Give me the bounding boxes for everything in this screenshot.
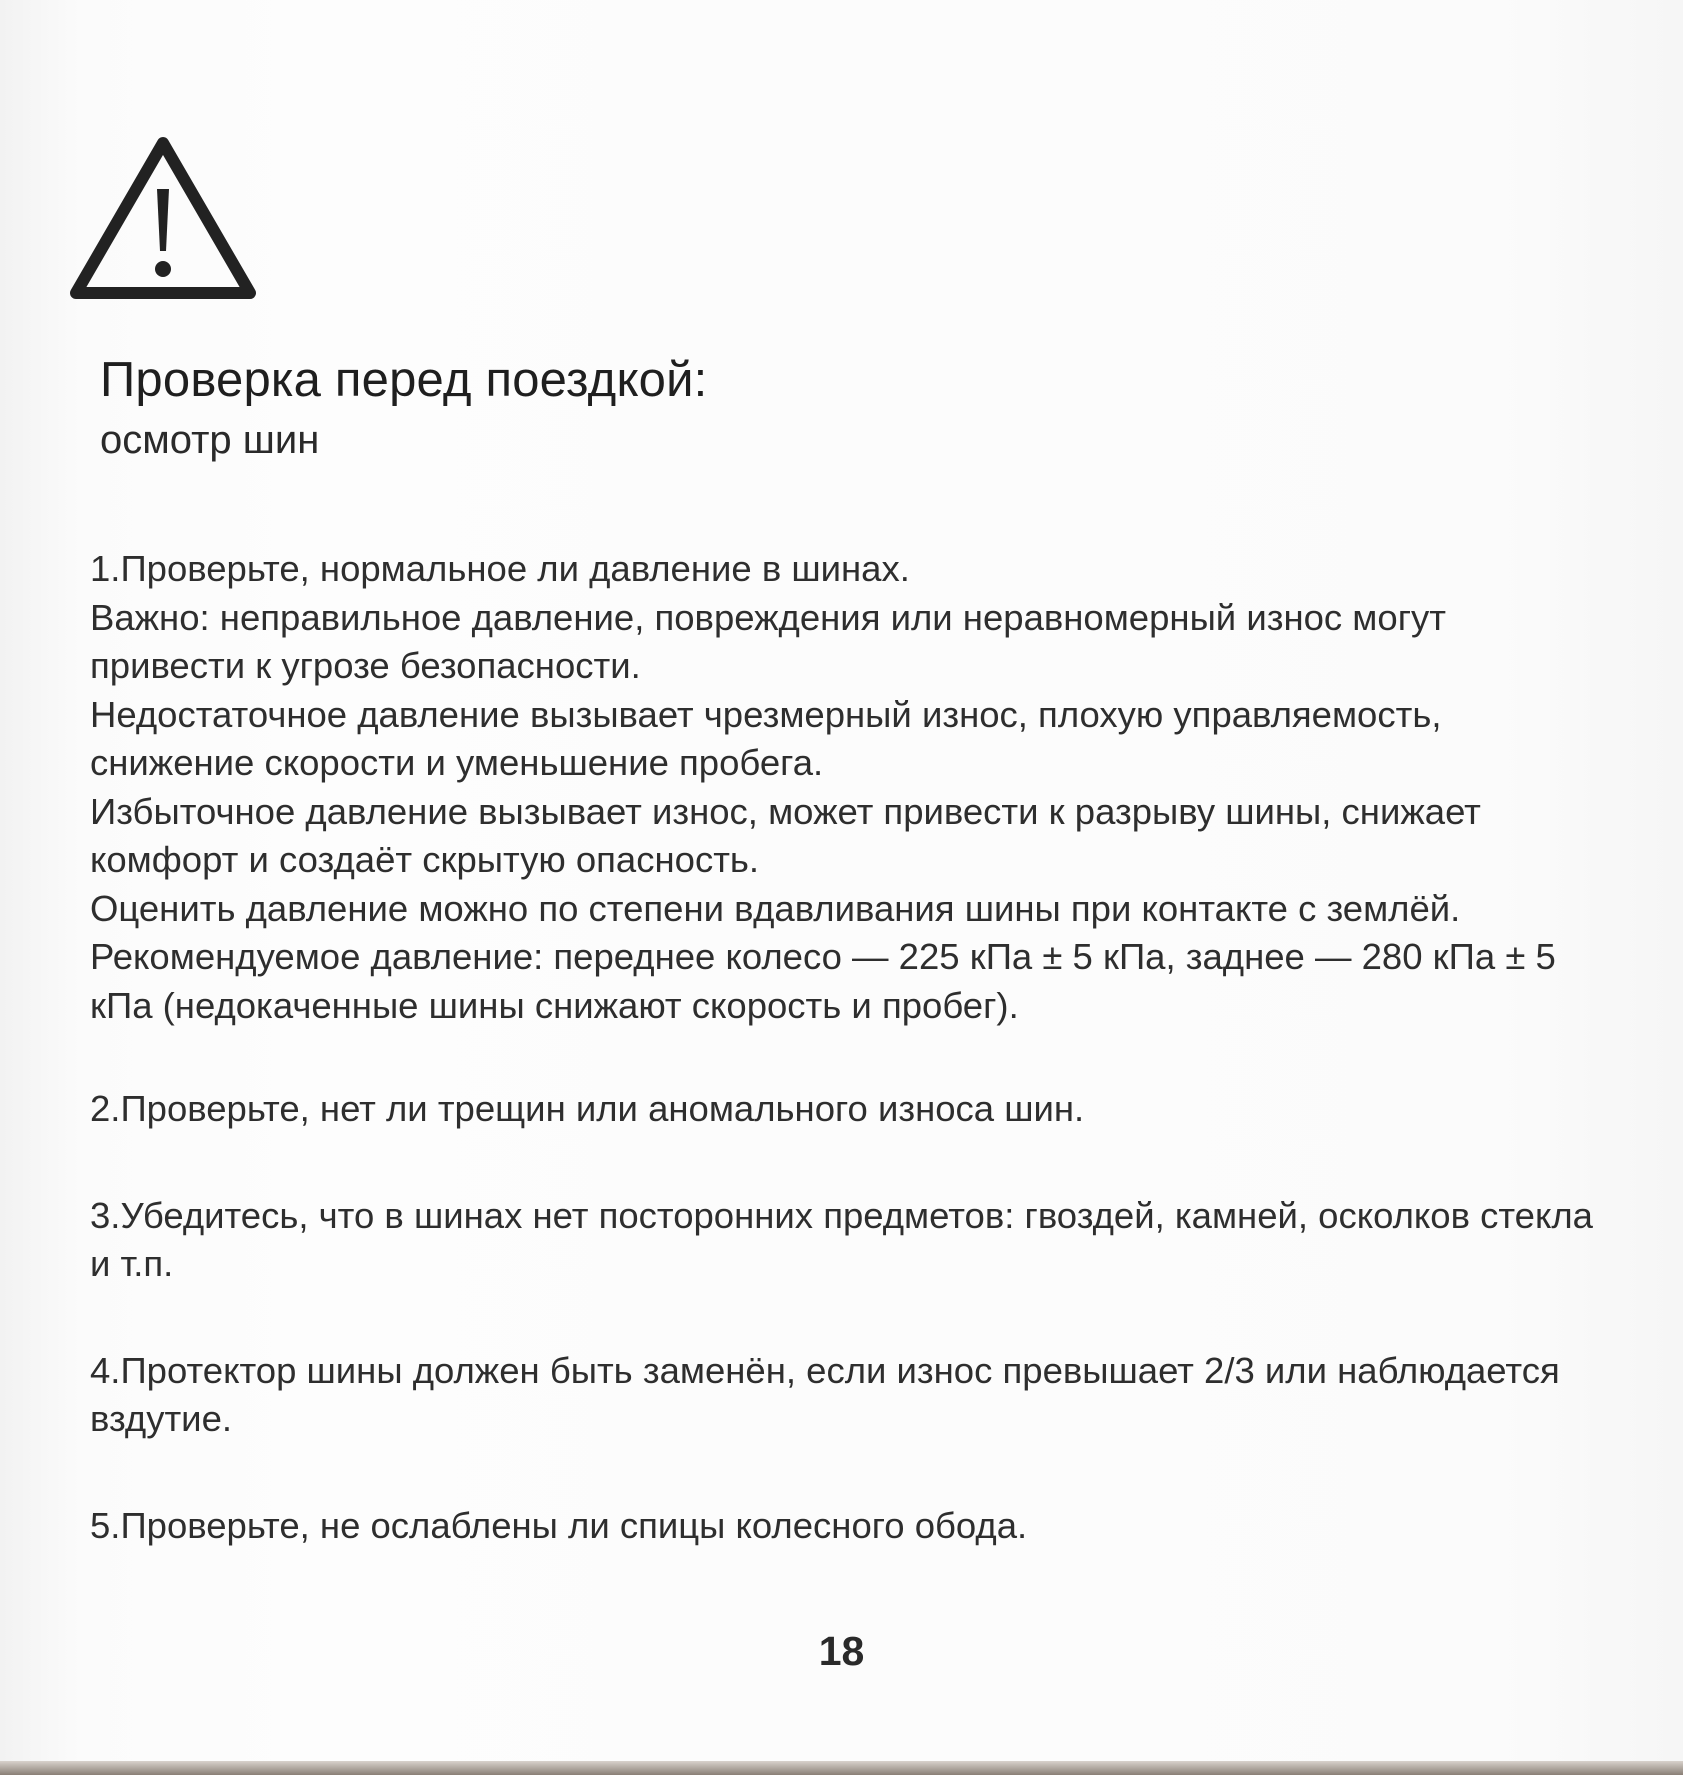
instruction-line: 1.Проверьте, нормальное ли давление в шинах. xyxy=(90,548,910,589)
instruction-line: Избыточное давление вызывает износ, может привести к разрыву шины, снижает комфорт и создаёт скрытую опасность. xyxy=(90,790,1481,880)
instruction-item-3 xyxy=(90,1192,1600,1289)
instruction-item-5 xyxy=(90,1502,1600,1551)
page-subtitle: осмотр шин xyxy=(100,418,320,462)
instruction-item-2 xyxy=(90,1085,1600,1134)
instruction-line: 5.Проверьте, не ослаблены ли спицы колесного обода. xyxy=(90,1504,1028,1546)
instruction-line: 4.Протектор шины должен быть заменён, если износ превышает 2/3 или наблюдается вздутие. xyxy=(90,1349,1560,1439)
page-title: Проверка перед поездкой: xyxy=(100,353,708,407)
instruction-line: Важно: неправильное давление, повреждения или неравномерный износ могут привести к угрозе безопасности. xyxy=(90,596,1446,686)
instruction-line: Недостаточное давление вызывает чрезмерный износ, плохую управляемость, снижение скорости и уменьшение пробега. xyxy=(90,693,1442,783)
warning-triangle-icon xyxy=(66,133,260,305)
instruction-item-1 xyxy=(90,545,1600,1030)
instruction-line: Оценить давление можно по степени вдавливания шины при контакте с землёй. xyxy=(90,887,1461,929)
instructions-list xyxy=(90,545,1600,1608)
instruction-line: 2.Проверьте, нет ли трещин или аномального износа шин. xyxy=(90,1088,1085,1129)
instruction-item-4 xyxy=(90,1347,1600,1444)
page-number: 18 xyxy=(818,1628,865,1674)
instruction-line: 3.Убедитесь, что в шинах нет посторонних предметов: гвоздей, камней, осколков стекла и т.п. xyxy=(90,1194,1593,1284)
instruction-line: Рекомендуемое давление: переднее колесо — 225 кПа ± 5 кПа, заднее — 280 кПа ± 5 кПа (недокаченные шины снижают скорость и пробег). xyxy=(90,936,1556,1026)
page-bottom-edge xyxy=(0,1761,1683,1775)
